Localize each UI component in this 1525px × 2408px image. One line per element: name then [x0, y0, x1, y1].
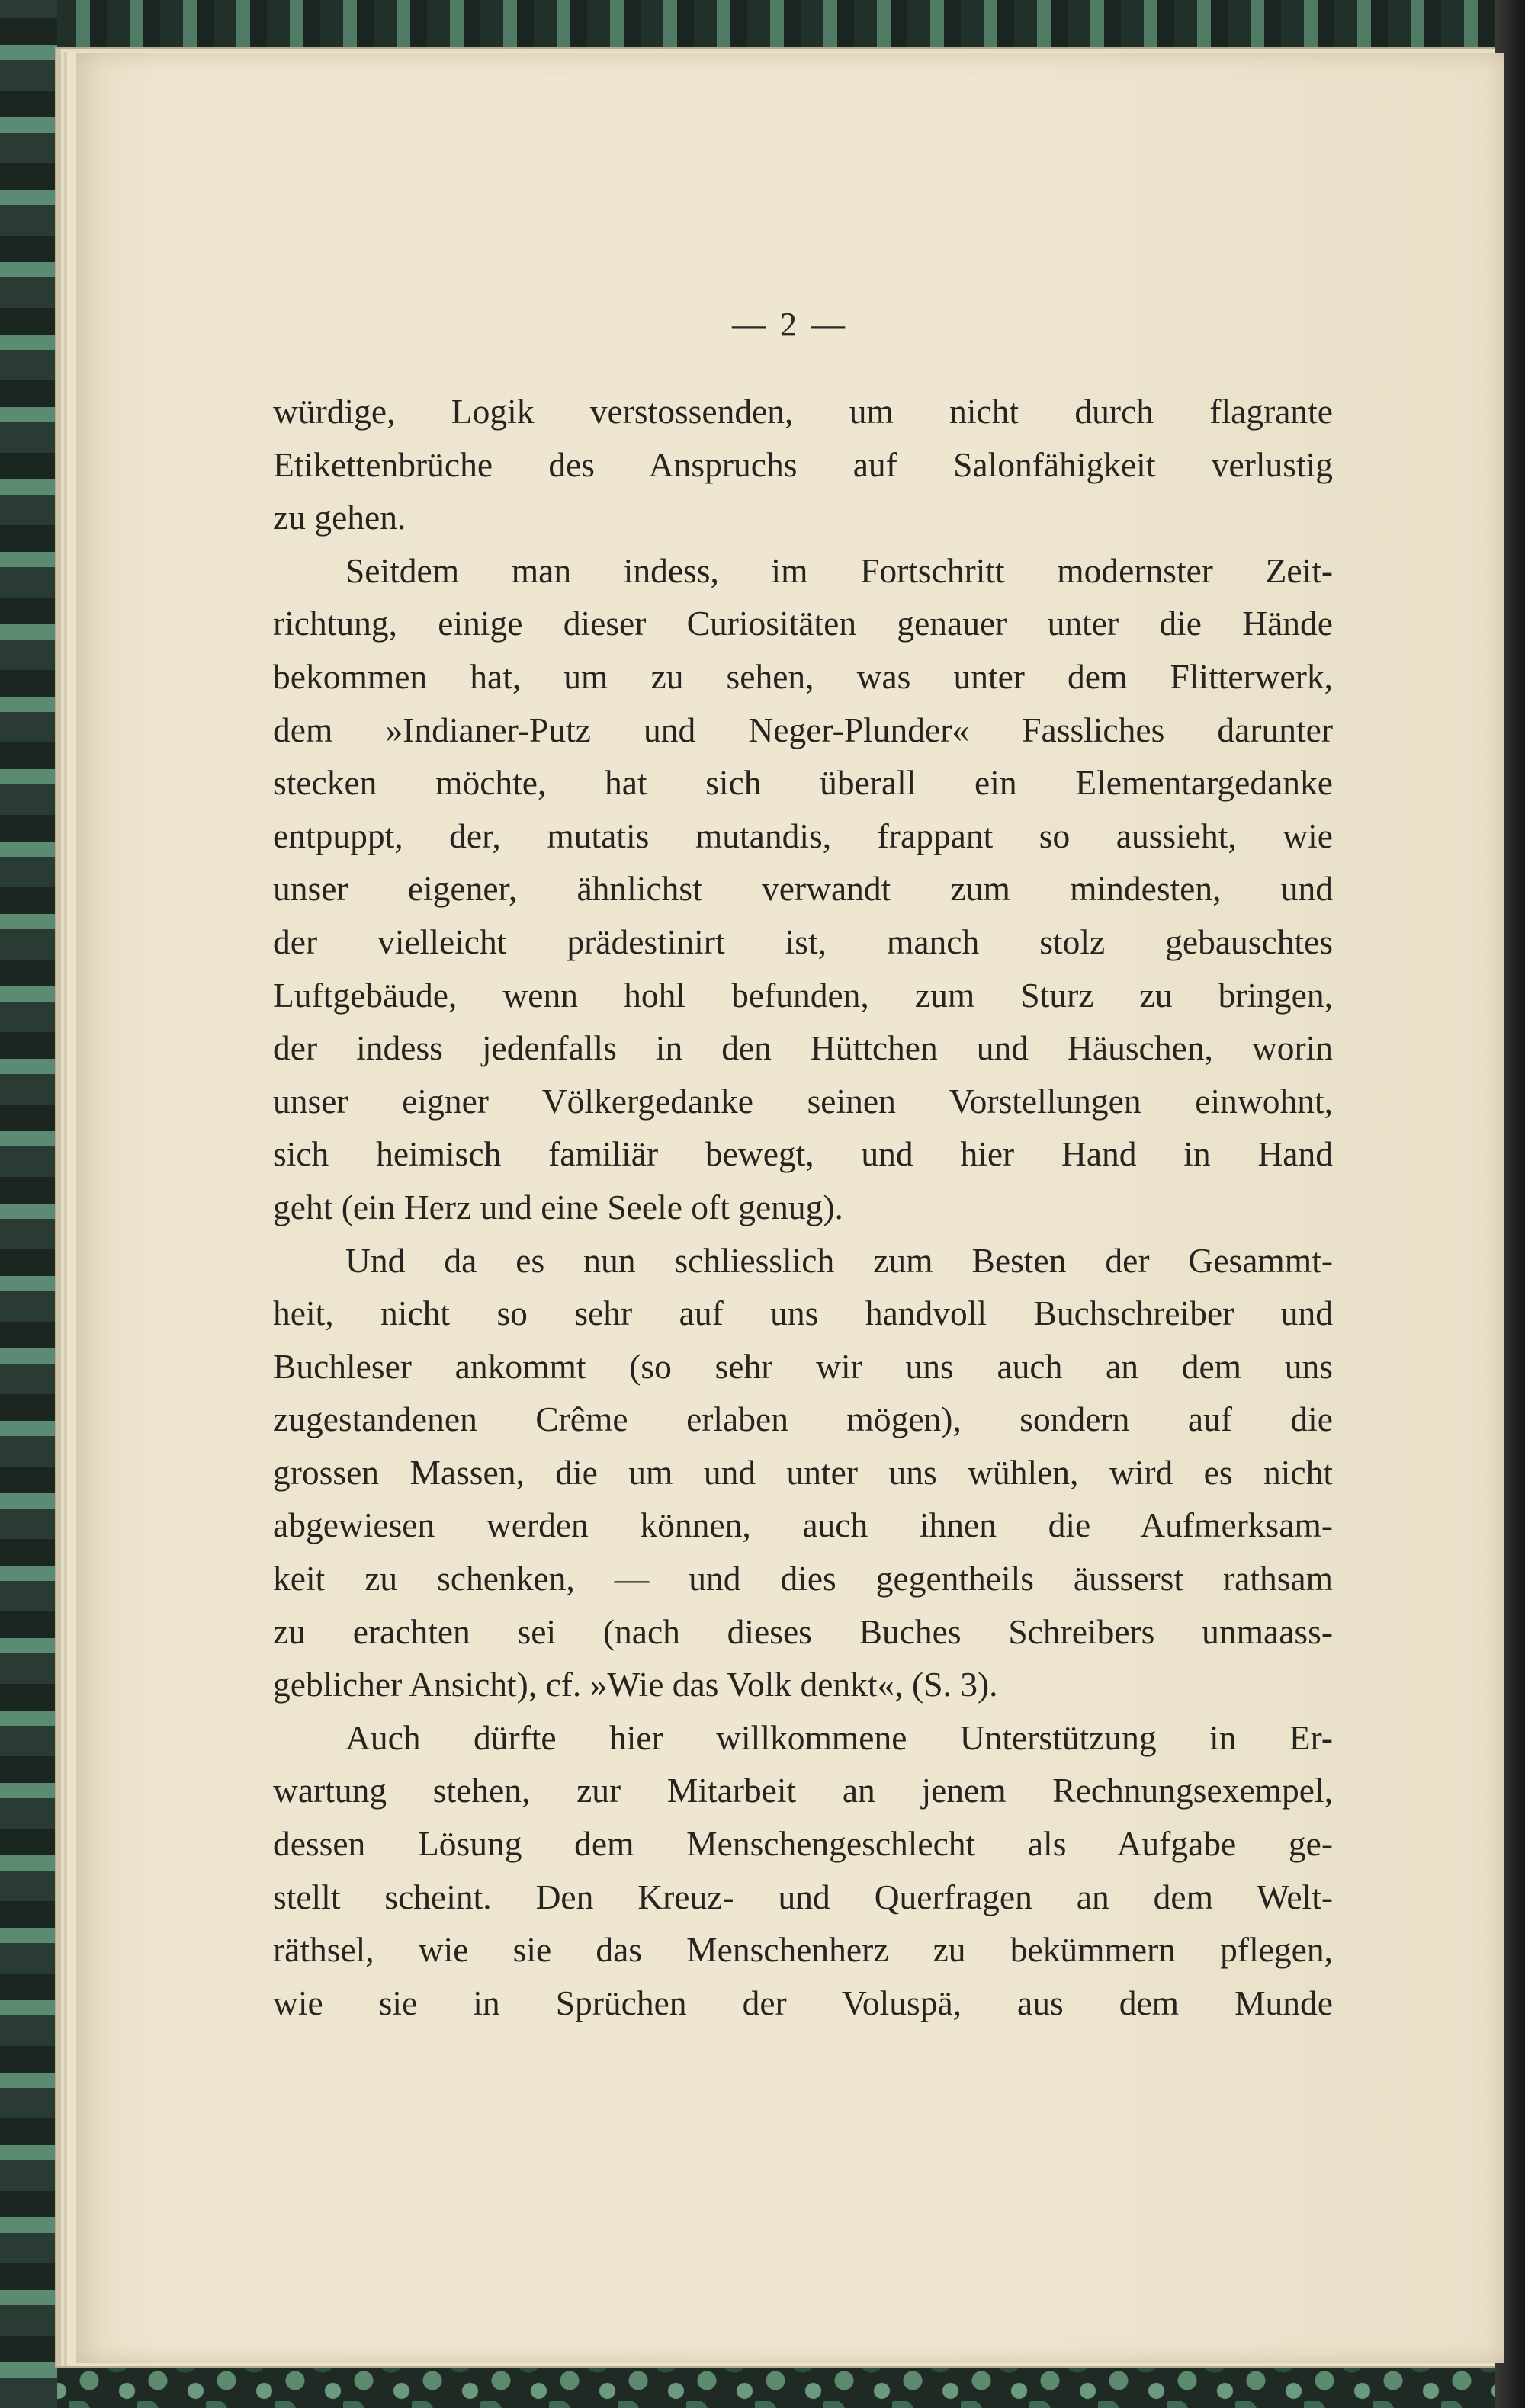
text-line: Etikettenbrüche des Anspruchs auf Salonfähigkeit verlustig — [273, 444, 1333, 484]
text-line: heit, nicht so sehr auf uns handvoll Buchschreiber und — [273, 1294, 1333, 1333]
text-line: Und da es nun schliesslich zum Besten der Gesammt- — [345, 1240, 1333, 1280]
text-line: keit zu schenken, — und dies gegentheils äusserst rathsam — [273, 1559, 1333, 1598]
book-spine — [0, 0, 57, 2408]
text-line: abgewiesen werden können, auch ihnen die Aufmerksam- — [273, 1505, 1333, 1545]
text-line: Auch dürfte hier willkommene Unterstützung in Er- — [345, 1717, 1333, 1757]
text-line: unser eigner Völkergedanke seinen Vorstellungen einwohnt, — [273, 1081, 1333, 1121]
text-line: würdige, Logik verstossenden, um nicht durch flagrante — [273, 392, 1333, 431]
text-line: sich heimisch familiär bewegt, und hier Hand in Hand — [273, 1134, 1333, 1174]
text-line: der vielleicht prädestinirt ist, manch stolz gebauschtes — [273, 922, 1333, 961]
text-line: geht (ein Herz und eine Seele oft genug). — [273, 1187, 843, 1226]
page-number: — 2 — — [732, 306, 848, 343]
text-line: Luftgebäude, wenn hohl befunden, zum Sturz zu bringen, — [273, 975, 1333, 1015]
text-line: Seitdem man indess, im Fortschritt modernster Zeit- — [345, 550, 1333, 590]
text-line: zugestandenen Crême erlaben mögen), sondern auf die — [273, 1400, 1333, 1439]
text-line: stecken möchte, hat sich überall ein Elementargedanke — [273, 763, 1333, 803]
text-line: wie sie in Sprüchen der Voluspä, aus dem Munde — [273, 1983, 1333, 2022]
text-line: stellt scheint. Den Kreuz- und Querfragen an dem Welt- — [273, 1877, 1333, 1916]
text-line: dessen Lösung dem Menschengeschlecht als Aufgabe ge- — [273, 1824, 1333, 1864]
text-line: unser eigener, ähnlichst verwandt zum mindesten, und — [273, 869, 1333, 909]
text-line: bekommen hat, um zu sehen, was unter dem Flitterwerk, — [273, 656, 1333, 696]
text-line: der indess jedenfalls in den Hüttchen und Häuschen, worin — [273, 1028, 1333, 1068]
book-cover-edge — [0, 0, 1525, 53]
text-line: Buchleser ankommt (so sehr wir uns auch an dem uns — [273, 1346, 1333, 1386]
text-line: geblicher Ansicht), cf. »Wie das Volk denkt«, (S. 3). — [273, 1665, 998, 1704]
text-line: richtung, einige dieser Curiositäten genauer unter die Hände — [273, 604, 1333, 643]
text-line: wartung stehen, zur Mitarbeit an jenem Rechnungsexempel, — [273, 1771, 1333, 1810]
text-line: entpuppt, der, mutatis mutandis, frappant so aussieht, wie — [273, 816, 1333, 855]
text-line: grossen Massen, die um und unter uns wühlen, wird es nicht — [273, 1452, 1333, 1492]
body-text — [273, 385, 1333, 2029]
text-line: zu gehen. — [273, 498, 406, 537]
text-line: zu erachten sei (nach dieses Buches Schreibers unmaass- — [273, 1611, 1333, 1651]
text-line: räthsel, wie sie das Menschenherz zu bekümmern pflegen, — [273, 1930, 1333, 1970]
text-line: dem »Indianer-Putz und Neger-Plunder« Fassliches darunter — [273, 710, 1333, 749]
